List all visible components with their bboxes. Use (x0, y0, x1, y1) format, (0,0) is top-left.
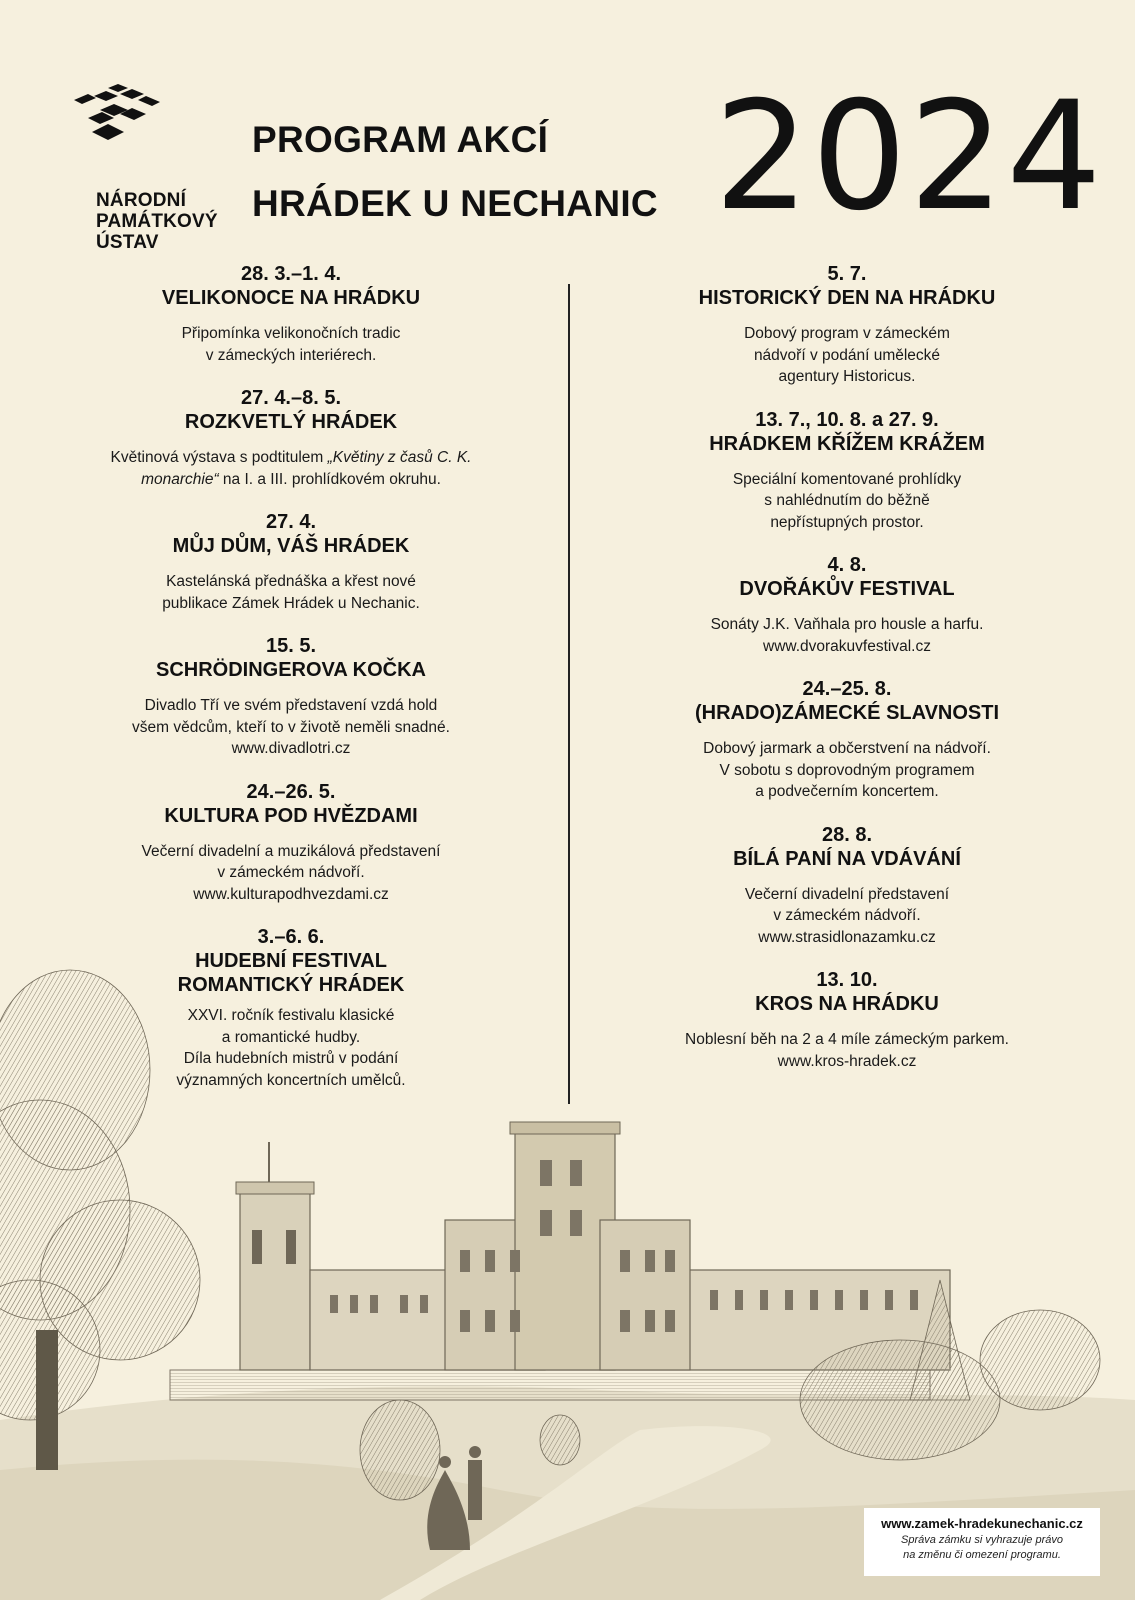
footer-note-line: Správa zámku si vyhrazuje právo (900, 1534, 1063, 1546)
event-item (56, 386, 526, 490)
event-date: 5. 7. (827, 263, 867, 285)
event-link[interactable]: www.kros-hradek.cz (777, 1052, 917, 1070)
event-description (56, 695, 526, 760)
desc-line: v zámeckém nádvoří. (773, 907, 921, 924)
desc-line: Připomínka velikonočních tradic (181, 325, 401, 342)
event-description (56, 323, 526, 366)
desc-line: agentury Historicus. (778, 368, 916, 385)
event-title: HUDEBNÍ FESTIVAL (195, 950, 387, 972)
event-description (612, 323, 1082, 388)
desc-line: a romantické hudby. (221, 1028, 361, 1046)
event-date: 27. 4.–8. 5. (240, 387, 342, 409)
org-name-line: PAMÁTKOVÝ (96, 211, 218, 232)
event-description (56, 841, 526, 906)
event-item (612, 677, 1082, 803)
event-description (56, 447, 526, 490)
desc-line: nepřístupných prostor. (770, 513, 924, 531)
npu-logo-icon (74, 84, 166, 146)
desc-line: nádvoří v podání umělecké (753, 346, 941, 364)
title-line-1: PROGRAM AKCÍ (252, 119, 549, 160)
title-line-2: HRÁDEK U NECHANIC (252, 183, 658, 224)
desc-line: Divadlo Tří ve svém představení vzdá hold (144, 697, 438, 714)
event-description (612, 738, 1082, 803)
event-date: 27. 4. (265, 511, 317, 533)
event-title: KULTURA POD HVĚZDAMI (164, 804, 418, 827)
event-link[interactable]: www.divadlotri.cz (231, 740, 351, 757)
page-title (252, 108, 658, 236)
event-title: ROMANTICKÝ HRÁDEK (177, 974, 405, 996)
event-item (612, 553, 1082, 657)
event-title: BÍLÁ PANÍ NA VDÁVÁNÍ (733, 847, 961, 870)
event-title: DVOŘÁKŮV FESTIVAL (739, 578, 955, 600)
website-link[interactable]: www.zamek-hradekunechanic.cz (881, 1516, 1083, 1531)
event-item (612, 823, 1082, 949)
year: 2024 (714, 70, 1104, 244)
event-title: MŮJ DŮM, VÁŠ HRÁDEK (172, 535, 410, 557)
event-date: 3.–6. 6. (257, 926, 325, 948)
event-date: 28. 8. (821, 823, 873, 846)
org-name-line: NÁRODNÍ (96, 190, 187, 211)
event-description (612, 884, 1082, 949)
event-link[interactable]: www.strasidlonazamku.cz (758, 928, 936, 946)
event-date: 24.–26. 5. (246, 780, 336, 803)
desc-line: významných koncertních umělců. (176, 1071, 406, 1089)
desc-line: Dobový program v zámeckém (744, 325, 950, 342)
event-date: 15. 5. (265, 635, 317, 657)
desc-line: Večerní divadelní a muzikálová představení (141, 842, 441, 860)
event-title: HRÁDKEM KŘÍŽEM KRÁŽEM (709, 432, 985, 455)
footer-info-box (864, 1508, 1100, 1576)
footer-note-line: na změnu či omezení programu. (903, 1549, 1061, 1561)
event-date: 13. 10. (816, 969, 878, 991)
desc-italic: „Květiny z časů C. K. monarchie“ (141, 449, 472, 488)
event-date: 28. 3.–1. 4. (240, 263, 342, 285)
event-title: (HRADO)ZÁMECKÉ SLAVNOSTI (694, 702, 1000, 724)
event-title: VELIKONOCE NA HRÁDKU (161, 287, 421, 309)
event-date: 24.–25. 8. (802, 678, 892, 700)
desc-text: na I. a III. prohlídkovém okruhu. (218, 470, 441, 488)
event-item (612, 408, 1082, 534)
castle-engraving-illustration (0, 950, 1135, 1600)
event-link[interactable]: www.dvorakuvfestival.cz (763, 637, 931, 655)
event-date: 4. 8. (827, 554, 867, 576)
desc-line: Večerní divadelní představení (744, 885, 950, 903)
npu-logo (74, 84, 218, 253)
event-title: SCHRÖDINGEROVA KOČKA (155, 659, 426, 681)
event-item (56, 510, 526, 614)
org-name (74, 190, 218, 253)
event-title: ROZKVETLÝ HRÁDEK (184, 411, 398, 433)
desc-line: XXVI. ročník festivalu klasické (187, 1007, 395, 1024)
desc-line: a podvečerním koncertem. (755, 783, 939, 800)
desc-line: Sonáty J.K. Vaňhala pro housle a harfu. (710, 616, 984, 633)
desc-line: publikace Zámek Hrádek u Nechanic. (162, 594, 420, 612)
event-description (612, 469, 1082, 534)
desc-line: v zámeckých interiérech. (205, 346, 377, 364)
desc-line: v zámeckém nádvoří. (217, 864, 365, 881)
desc-line: Dobový jarmark a občerstvení na nádvoří. (703, 740, 991, 757)
event-date: 13. 7., 10. 8. a 27. 9. (755, 408, 939, 431)
desc-line: V sobotu s doprovodným programem (719, 761, 975, 779)
event-title: KROS NA HRÁDKU (755, 993, 939, 1015)
event-description (612, 614, 1082, 657)
org-name-line: ÚSTAV (96, 232, 159, 253)
desc-line: Noblesní běh na 2 a 4 míle zámeckým parkem. (685, 1031, 1009, 1048)
desc-line: Speciální komentované prohlídky (732, 470, 962, 488)
desc-line: Kastelánská přednáška a křest nové (166, 573, 416, 590)
event-link[interactable]: www.kulturapodhvezdami.cz (193, 885, 389, 903)
event-title: HISTORICKÝ DEN NA HRÁDKU (698, 287, 996, 309)
event-item (56, 634, 526, 760)
desc-line: všem vědcům, kteří to v životě neměli snadné. (132, 718, 450, 736)
desc-line: s nahlédnutím do běžně (764, 492, 930, 509)
event-description (56, 571, 526, 614)
event-item (612, 262, 1082, 388)
desc-text: Květinová výstava s podtitulem (110, 449, 328, 466)
desc-line: Díla hudebních mistrů v podání (183, 1050, 399, 1067)
footer-note (864, 1533, 1100, 1563)
event-item (56, 262, 526, 366)
event-item (56, 780, 526, 906)
